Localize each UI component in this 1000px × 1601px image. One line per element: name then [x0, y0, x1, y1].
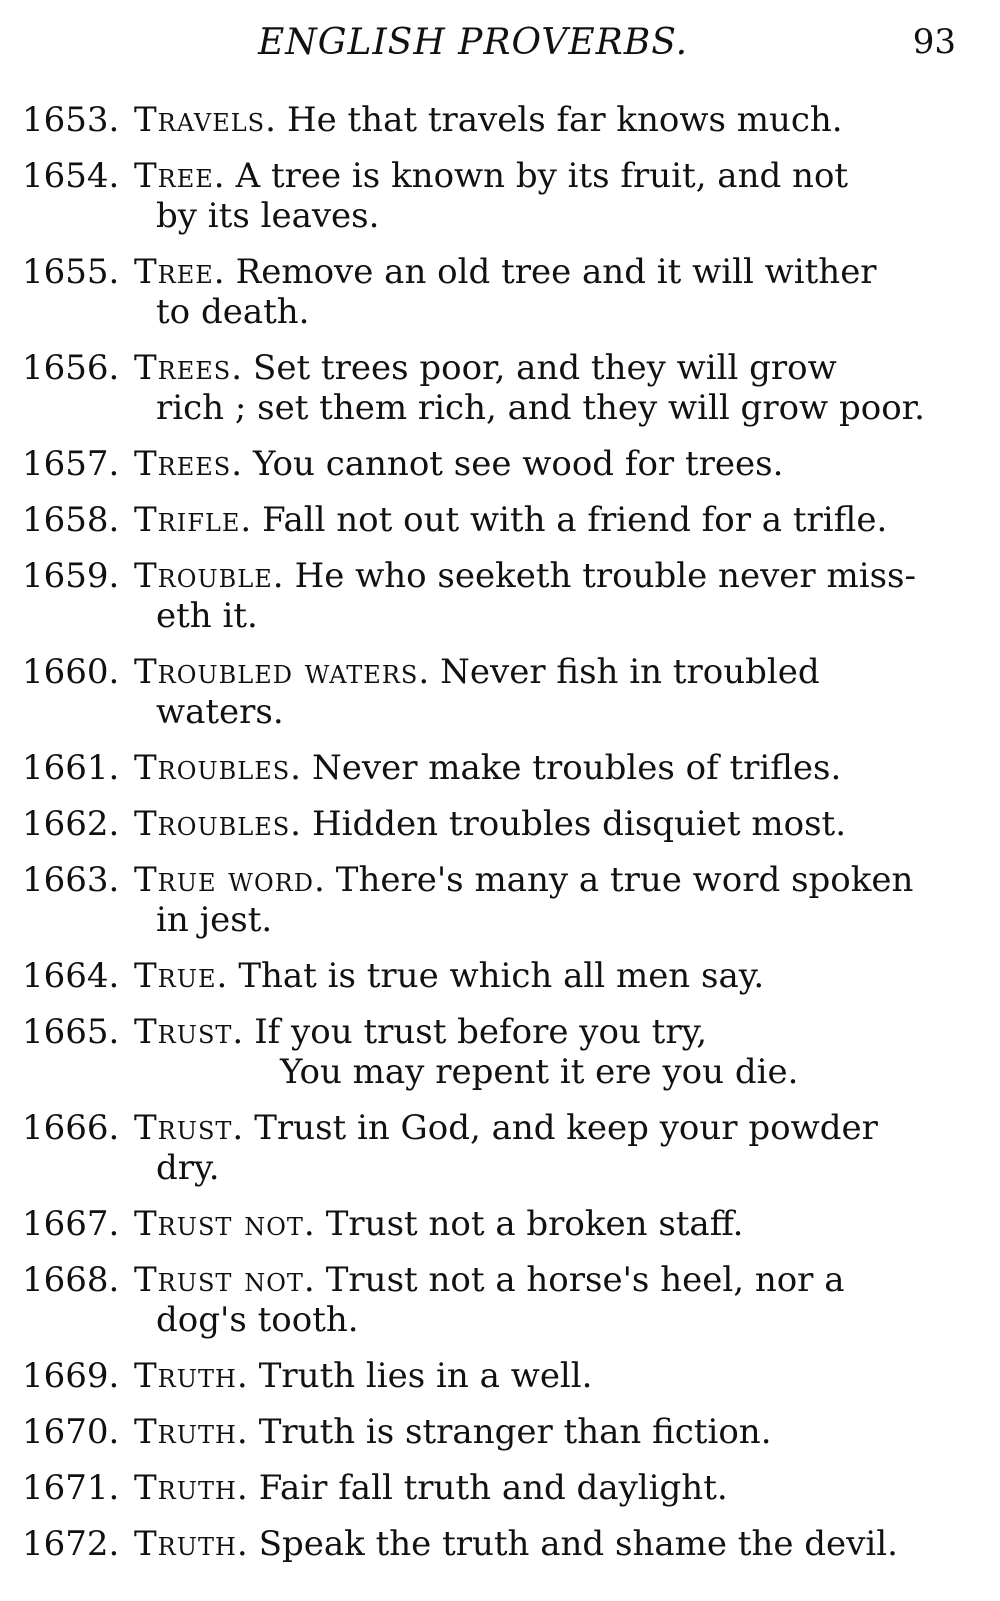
entry-number: 1661.	[22, 748, 120, 788]
entry-continuation: eth it.	[156, 596, 258, 636]
proverb-entry	[22, 1012, 970, 1092]
entry-number: 1664.	[22, 956, 120, 996]
proverb-entry	[22, 556, 970, 636]
proverb-entry	[22, 156, 970, 236]
proverb-entry	[22, 860, 970, 940]
entry-continuation: in jest.	[156, 900, 273, 940]
proverb-entry	[22, 748, 970, 788]
entry-number: 1653.	[22, 100, 120, 140]
entry-text: He who seeketh trouble never miss-	[294, 556, 916, 596]
entry-text: A tree is known by its fruit, and not	[235, 156, 849, 196]
entry-text: Never fish in troubled	[440, 652, 820, 692]
proverb-entry	[22, 1260, 970, 1340]
entry-keyword: Troubles.	[134, 748, 302, 788]
entry-text: That is true which all men say.	[238, 956, 765, 996]
entry-keyword: True word.	[134, 860, 326, 900]
entry-keyword: Truth.	[134, 1356, 249, 1396]
entry-text: Set trees poor, and they will grow	[253, 348, 837, 388]
entry-continuation: dog's tooth.	[156, 1300, 359, 1340]
entry-keyword: True.	[134, 956, 229, 996]
running-title: ENGLISH PROVERBS.	[258, 22, 689, 63]
proverb-entry	[22, 500, 970, 540]
entry-number: 1658.	[22, 500, 120, 540]
proverb-list	[22, 100, 970, 1580]
entry-keyword: Trust.	[134, 1108, 245, 1148]
entry-keyword: Trees.	[134, 444, 244, 484]
entry-number: 1667.	[22, 1204, 120, 1244]
proverb-entry	[22, 100, 970, 140]
entry-keyword: Trust not.	[134, 1204, 316, 1244]
entry-text: There's many a true word spoken	[335, 860, 914, 900]
proverb-entry	[22, 652, 970, 732]
entry-text: Fair fall truth and daylight.	[258, 1468, 728, 1508]
proverb-entry	[22, 804, 970, 844]
entry-number: 1668.	[22, 1260, 120, 1300]
entry-text: Trust not a horse's heel, nor a	[325, 1260, 845, 1300]
entry-number: 1663.	[22, 860, 120, 900]
proverb-entry	[22, 252, 970, 332]
entry-number: 1660.	[22, 652, 120, 692]
entry-text: Never make troubles of trifles.	[312, 748, 842, 788]
proverb-entry	[22, 1108, 970, 1188]
entry-number: 1659.	[22, 556, 120, 596]
entry-keyword: Trust not.	[134, 1260, 316, 1300]
entry-keyword: Troubled waters.	[134, 652, 431, 692]
entry-continuation: rich ; set them rich, and they will grow poor.	[156, 388, 925, 428]
entry-keyword: Truth.	[134, 1468, 249, 1508]
entry-keyword: Travels.	[134, 100, 277, 140]
verse-line: You may repent it ere you die.	[280, 1052, 799, 1092]
entry-number: 1665.	[22, 1012, 120, 1052]
entry-keyword: Trust.	[134, 1012, 245, 1052]
entry-text: Trust in God, and keep your powder	[254, 1108, 878, 1148]
entry-continuation: dry.	[156, 1148, 220, 1188]
entry-number: 1666.	[22, 1108, 120, 1148]
proverb-entry	[22, 1468, 970, 1508]
entry-continuation: waters.	[156, 692, 284, 732]
running-head	[0, 22, 1000, 72]
proverb-entry	[22, 348, 970, 428]
proverb-entry	[22, 956, 970, 996]
entry-keyword: Trouble.	[134, 556, 285, 596]
entry-continuation: to death.	[156, 292, 310, 332]
entry-keyword: Troubles.	[134, 804, 302, 844]
entry-text: Speak the truth and shame the devil.	[258, 1524, 898, 1564]
entry-text: You cannot see wood for trees.	[253, 444, 784, 484]
entry-text: Truth is stranger than fiction.	[258, 1412, 772, 1452]
proverb-entry	[22, 1204, 970, 1244]
entry-number: 1662.	[22, 804, 120, 844]
entry-text: Truth lies in a well.	[258, 1356, 593, 1396]
entry-number: 1669.	[22, 1356, 120, 1396]
entry-text: Hidden troubles disquiet most.	[312, 804, 847, 844]
entry-text: He that travels far knows much.	[286, 100, 843, 140]
proverb-entry	[22, 1356, 970, 1396]
entry-keyword: Tree.	[134, 252, 226, 292]
entry-number: 1657.	[22, 444, 120, 484]
entry-continuation: by its leaves.	[156, 196, 380, 236]
entry-number: 1670.	[22, 1412, 120, 1452]
entry-number: 1654.	[22, 156, 120, 196]
entry-number: 1672.	[22, 1524, 120, 1564]
entry-number: 1656.	[22, 348, 120, 388]
entry-number: 1655.	[22, 252, 120, 292]
proverb-entry	[22, 1524, 970, 1564]
entry-text: Trust not a broken staff.	[325, 1204, 744, 1244]
entry-keyword: Truth.	[134, 1524, 249, 1564]
proverb-entry	[22, 1412, 970, 1452]
page-number: 93	[912, 22, 956, 62]
entry-text: If you trust before you try,	[254, 1012, 708, 1052]
entry-keyword: Tree.	[134, 156, 226, 196]
entry-text: Remove an old tree and it will wither	[235, 252, 877, 292]
entry-keyword: Trifle.	[134, 500, 253, 540]
proverb-entry	[22, 444, 970, 484]
entry-number: 1671.	[22, 1468, 120, 1508]
entry-text: Fall not out with a friend for a trifle.	[262, 500, 888, 540]
entry-keyword: Truth.	[134, 1412, 249, 1452]
entry-keyword: Trees.	[134, 348, 244, 388]
